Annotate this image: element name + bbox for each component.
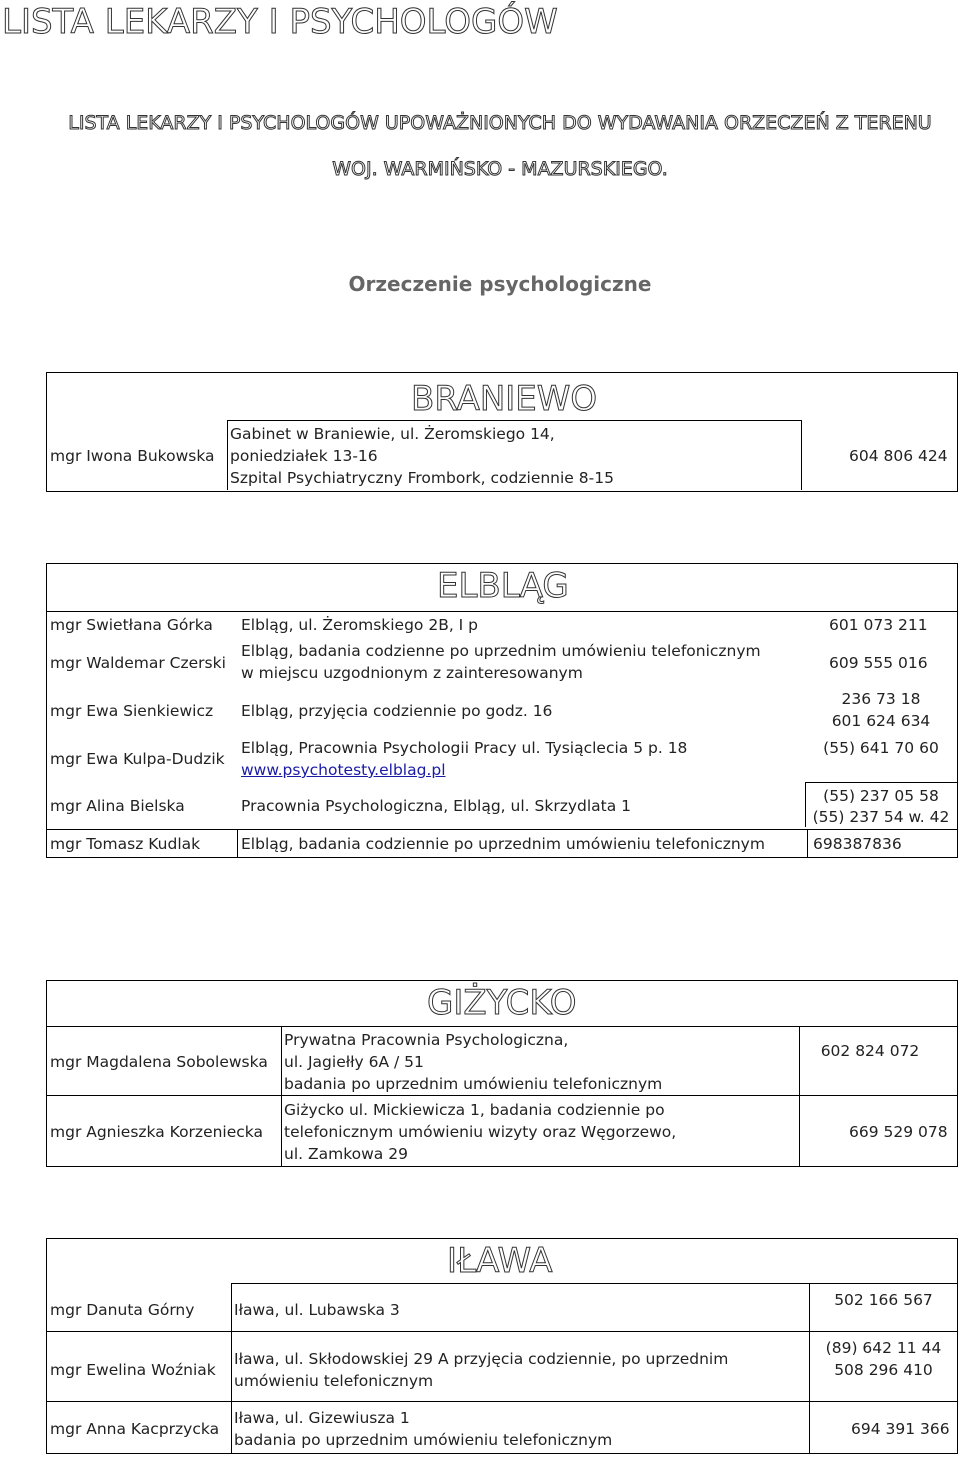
- gizycko-row-2-phone: 669 529 078: [849, 1123, 948, 1141]
- elblag-divider: [47, 611, 957, 612]
- elblag-row-4-address: Elbląg, Pracownia Psychologii Pracy ul. Tysiąclecia 5 p. 18: [241, 739, 688, 757]
- elblag-city-heading: ELBLĄG: [437, 566, 569, 606]
- page-title: LISTA LEKARZY I PSYCHOLOGÓW: [2, 2, 558, 42]
- elblag-row-4-phone: (55) 641 70 60: [823, 739, 939, 757]
- braniewo-row-1-address-2: poniedziałek 13-16: [230, 447, 378, 465]
- ilawa-row-2-address-1: Iława, ul. Skłodowskiej 29 A przyjęcia codziennie, po uprzednim: [234, 1350, 729, 1368]
- ilawa-heading-divider: [231, 1283, 957, 1284]
- gizycko-divider: [47, 1026, 957, 1027]
- braniewo-row-1-name: mgr Iwona Bukowska: [50, 447, 215, 465]
- subtitle-line-2-text: WOJ. WARMIŃSKO - MAZURSKIEGO.: [332, 158, 668, 180]
- gizycko-row-1-address-2: ul. Jagiełły 6A / 51: [284, 1053, 424, 1071]
- elblag-row-5-address: Pracownia Psychologiczna, Elbląg, ul. Skrzydlata 1: [241, 797, 632, 815]
- ilawa-city-heading: IŁAWA: [447, 1241, 553, 1281]
- ilawa-section: [46, 1238, 958, 1454]
- elblag-row-3-address: Elbląg, przyjęcia codziennie po godz. 16: [241, 702, 553, 720]
- section-heading: Orzeczenie psychologiczne: [348, 272, 652, 296]
- subtitle-line-1: [0, 112, 960, 134]
- elblag-row-3-phone-1: 236 73 18: [841, 690, 921, 708]
- braniewo-divider: [227, 420, 801, 421]
- elblag-row-6-divider: [47, 829, 957, 830]
- elblag-row-2-phone: 609 555 016: [829, 654, 928, 672]
- ilawa-row-divider-2: [47, 1401, 957, 1402]
- ilawa-row-3-address-2: badania po uprzednim umówieniu telefonicznym: [234, 1431, 613, 1449]
- elblag-row-6-name: mgr Tomasz Kudlak: [50, 835, 201, 853]
- elblag-row-6-address: Elbląg, badania codziennie po uprzednim umówieniu telefonicznym: [241, 835, 765, 853]
- gizycko-city-heading: GIŻYCKO: [427, 983, 577, 1023]
- elblag-row-6-col-1: [237, 829, 238, 857]
- ilawa-row-1-name: mgr Danuta Górny: [50, 1301, 195, 1319]
- gizycko-col-divider-1: [281, 1026, 282, 1166]
- braniewo-row-1-address-3: Szpital Psychiatryczny Frombork, codziennie 8-15: [230, 469, 614, 487]
- elblag-row-3-phone-2: 601 624 634: [831, 712, 931, 730]
- braniewo-col-divider-2: [801, 420, 802, 490]
- gizycko-row-2-address-1: Giżycko ul. Mickiewicza 1, badania codziennie po: [284, 1101, 665, 1119]
- gizycko-row-1-name: mgr Magdalena Sobolewska: [50, 1053, 268, 1071]
- elblag-row-6-col-2: [807, 829, 808, 857]
- ilawa-row-2-name: mgr Ewelina Woźniak: [50, 1361, 216, 1379]
- ilawa-row-2-address-2: umówieniu telefonicznym: [234, 1372, 434, 1390]
- elblag-row-5-phone-1: (55) 237 05 58: [823, 787, 939, 805]
- braniewo-col-divider-1: [227, 420, 228, 490]
- braniewo-row-1-address-1: Gabinet w Braniewie, ul. Żeromskiego 14,: [230, 425, 555, 443]
- ilawa-row-2-phone-1: (89) 642 11 44: [825, 1339, 942, 1357]
- gizycko-row-divider: [47, 1095, 957, 1096]
- gizycko-row-1-phone: 602 824 072: [820, 1042, 920, 1060]
- psychotesty-link[interactable]: www.psychotesty.elblag.pl: [241, 761, 446, 779]
- elblag-row-2-address-2: w miejscu uzgodnionym z zainteresowanym: [241, 664, 583, 682]
- elblag-row-5-phone-2: (55) 237 54 w. 42: [812, 808, 950, 826]
- elblag-row-2-address-1: Elbląg, badania codzienne po uprzednim umówieniu telefonicznym: [241, 642, 761, 660]
- elblag-row-2-name: mgr Waldemar Czerski: [50, 654, 226, 672]
- ilawa-row-divider-1: [47, 1331, 957, 1332]
- elblag-row-4-link[interactable]: [241, 759, 446, 781]
- ilawa-row-1-phone: 502 166 567: [834, 1291, 933, 1309]
- gizycko-row-2-address-2: telefonicznym umówieniu wizyty oraz Węgorzewo,: [284, 1123, 677, 1141]
- braniewo-section: [46, 372, 958, 492]
- ilawa-row-3-address-1: Iława, ul. Gizewiusza 1: [234, 1409, 410, 1427]
- elblag-row-1-name: mgr Swietłana Górka: [50, 616, 213, 634]
- gizycko-section: [46, 980, 958, 1167]
- subtitle-line-2: [0, 158, 960, 180]
- elblag-row-5-name: mgr Alina Bielska: [50, 797, 185, 815]
- ilawa-row-1-address: Iława, ul. Lubawska 3: [234, 1301, 400, 1319]
- elblag-row-1-address: Elbląg, ul. Żeromskiego 2B, I p: [241, 616, 479, 634]
- elblag-row-4-name: mgr Ewa Kulpa-Dudzik: [50, 750, 225, 768]
- elblag-row-4-divider: [805, 782, 957, 783]
- ilawa-row-3-phone: 694 391 366: [851, 1420, 950, 1438]
- gizycko-row-1-address-1: Prywatna Pracownia Psychologiczna,: [284, 1031, 569, 1049]
- elblag-section: [46, 563, 958, 858]
- ilawa-row-3-name: mgr Anna Kacprzycka: [50, 1420, 220, 1438]
- gizycko-row-1-address-3: badania po uprzednim umówieniu telefonicznym: [284, 1075, 663, 1093]
- elblag-row-3-name: mgr Ewa Sienkiewicz: [50, 702, 214, 720]
- ilawa-col-divider-1: [231, 1283, 232, 1453]
- subtitle-line-1-text: LISTA LEKARZY I PSYCHOLOGÓW UPOWAŻNIONYCH DO WYDAWANIA ORZECZEŃ Z TERENU: [68, 112, 932, 134]
- ilawa-row-2-phone-2: 508 296 410: [834, 1361, 933, 1379]
- elblag-row-6-phone: 698387836: [813, 835, 902, 853]
- elblag-row-1-phone: 601 073 211: [829, 616, 928, 634]
- gizycko-row-2-address-3: ul. Zamkowa 29: [284, 1145, 408, 1163]
- braniewo-city-heading: BRANIEWO: [411, 379, 598, 419]
- gizycko-row-2-name: mgr Agnieszka Korzeniecka: [50, 1123, 263, 1141]
- braniewo-row-1-phone: 604 806 424: [849, 447, 948, 465]
